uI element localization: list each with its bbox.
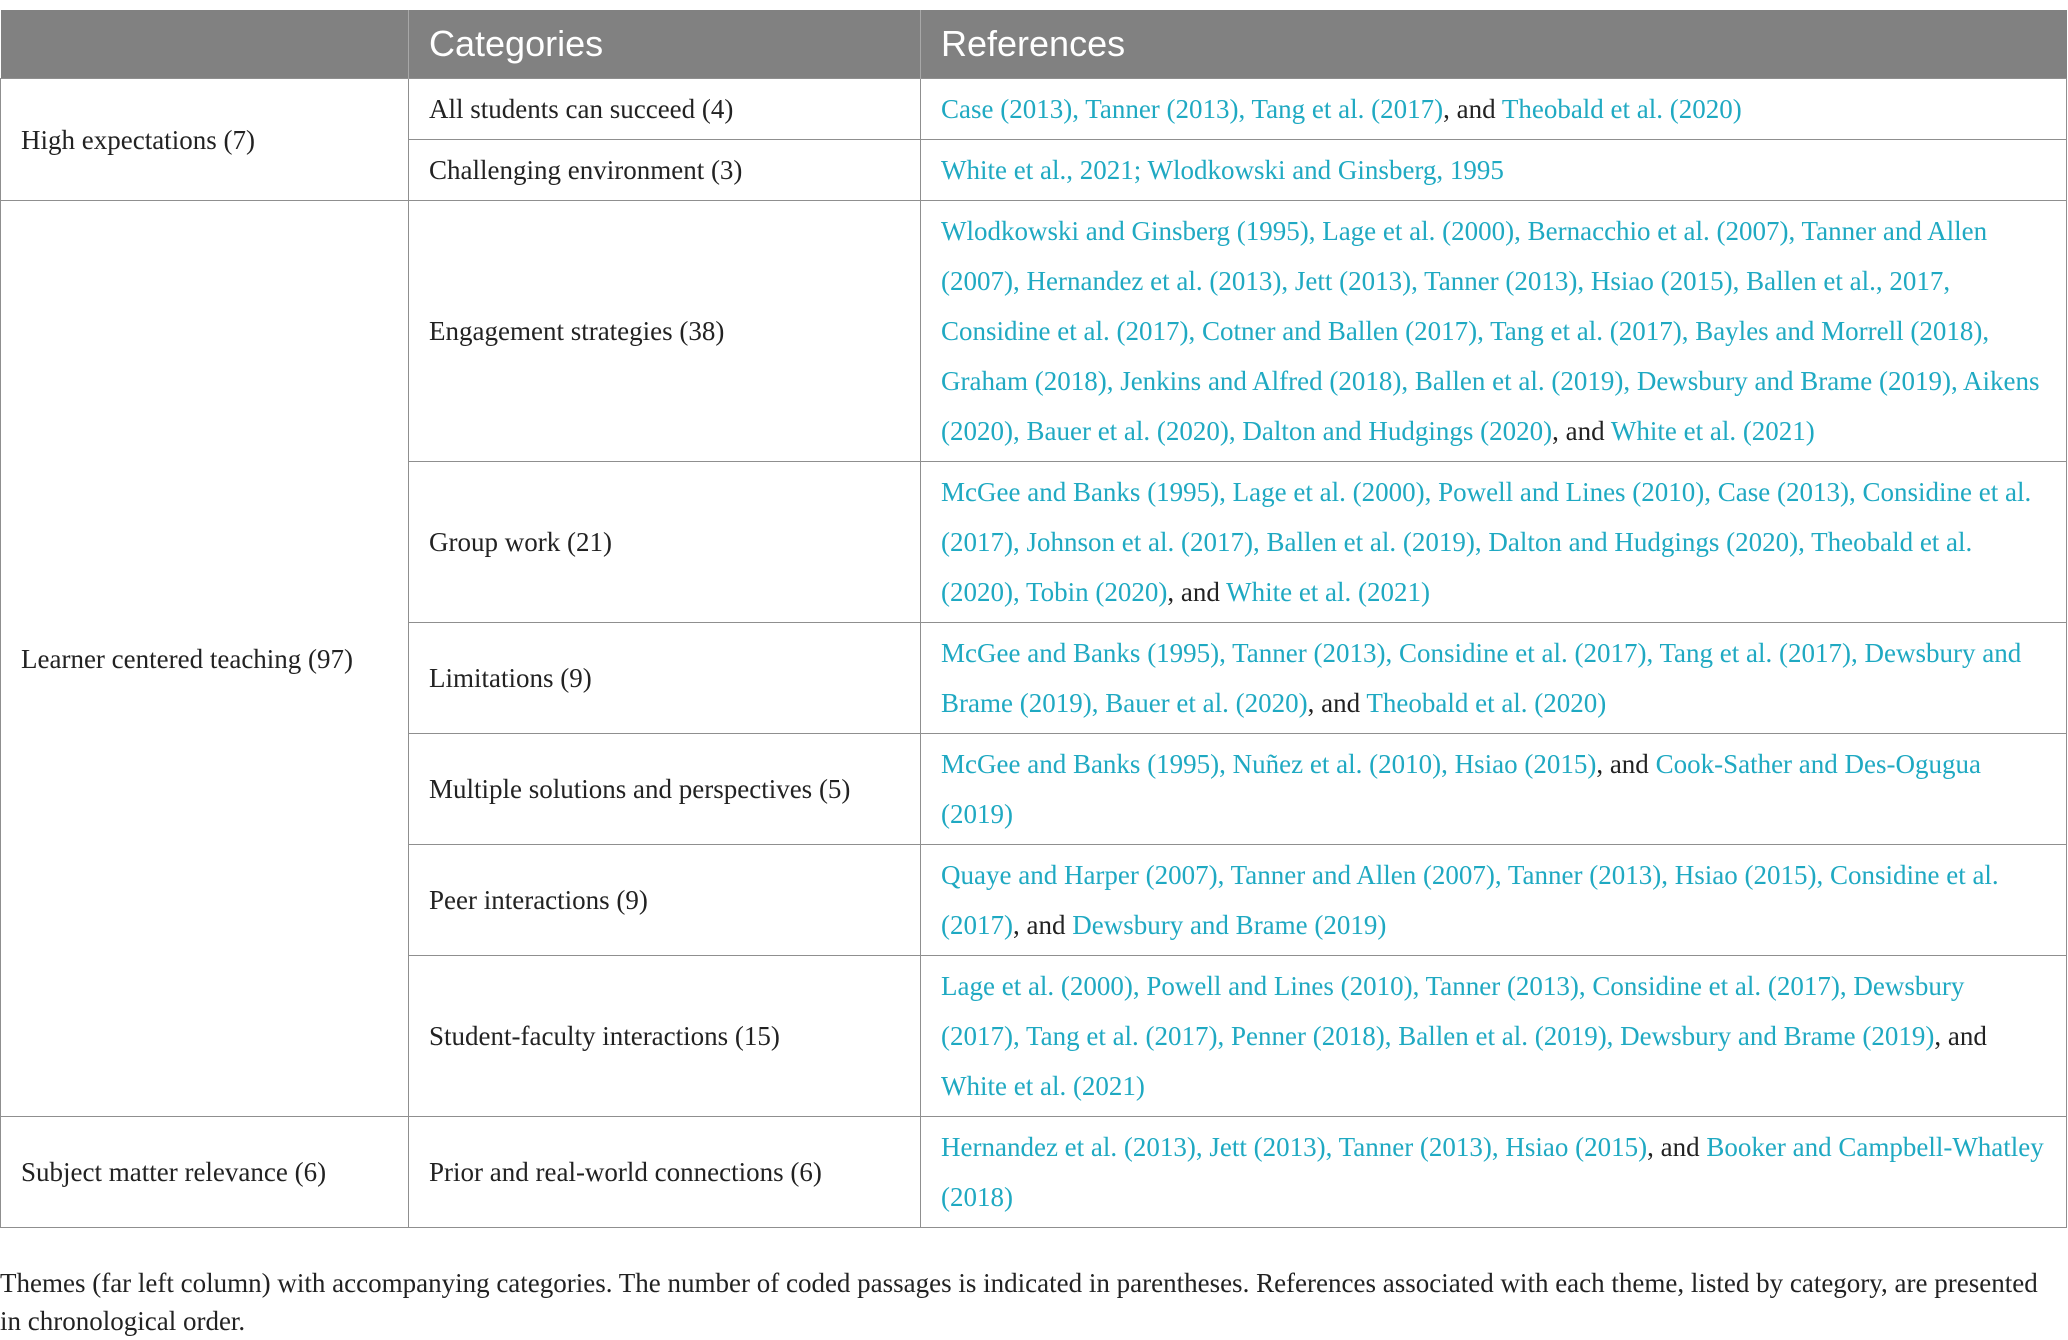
category-cell: Engagement strategies (38)	[409, 201, 921, 462]
reference-link[interactable]: White et al. (2021)	[1610, 416, 1815, 446]
references-cell	[921, 79, 2067, 140]
category-cell: Prior and real-world connections (6)	[409, 1117, 921, 1228]
references-cell	[921, 734, 2067, 845]
reference-link[interactable]: Case (2013), Tanner (2013), Tang et al. (2017)	[941, 94, 1444, 124]
reference-link[interactable]: Wlodkowski and Ginsberg (1995), Lage et al. (2000), Bernacchio et al. (2007), Tanner and Allen (2007), Hernandez et al. (2013), Jett (2013), Tanner (2013), Hsiao (2015), Ballen et al., 2017, Considine et al. (2017), Cotner and Ballen (2017), Tang et al. (2017), Bayles and Morrell (2018), Graham (2018), Jenkins and Alfred (2018), Ballen et al. (2019), Dewsbury and Brame (2019), Aikens (2020), Bauer et al. (2020), Dalton and Hudgings (2020)	[941, 216, 2040, 446]
category-cell: Peer interactions (9)	[409, 845, 921, 956]
reference-link[interactable]: Hernandez et al. (2013), Jett (2013), Tanner (2013), Hsiao (2015)	[941, 1132, 1648, 1162]
reference-conjunction: , and	[1012, 910, 1073, 940]
reference-link[interactable]: Theobald et al. (2020)	[1366, 688, 1607, 718]
reference-link[interactable]: Dewsbury and Brame (2019)	[1072, 910, 1387, 940]
references-cell	[921, 623, 2067, 734]
category-cell: Limitations (9)	[409, 623, 921, 734]
reference-link[interactable]: Booker and Campbell-Whatley (2018)	[941, 1132, 2044, 1212]
reference-link[interactable]: White et al. (2021)	[1226, 577, 1431, 607]
reference-conjunction: , and	[1443, 94, 1502, 124]
header-row	[1, 10, 2067, 79]
reference-conjunction: , and	[1167, 577, 1227, 607]
references-table	[0, 10, 2067, 1228]
table-row	[1, 201, 2067, 462]
reference-link[interactable]: McGee and Banks (1995), Tanner (2013), Considine et al. (2017), Tang et al. (2017), Dewsbury and Brame (2019), Bauer et al. (2020)	[941, 638, 2022, 718]
references-cell	[921, 140, 2067, 201]
header-references: References	[921, 10, 2067, 79]
reference-conjunction: , and	[1934, 1021, 1987, 1051]
reference-link[interactable]: Lage et al. (2000), Powell and Lines (2010), Tanner (2013), Considine et al. (2017), Dewsbury (2017), Tang et al. (2017), Penner (2018), Ballen et al. (2019), Dewsbury and Brame (2019)	[941, 971, 1965, 1051]
references-cell	[921, 1117, 2067, 1228]
category-cell: Student-faculty interactions (15)	[409, 956, 921, 1117]
table-body	[1, 79, 2067, 1228]
theme-cell: Subject matter relevance (6)	[1, 1117, 409, 1228]
reference-conjunction: , and	[1647, 1132, 1707, 1162]
category-cell: All students can succeed (4)	[409, 79, 921, 140]
header-categories: Categories	[409, 10, 921, 79]
theme-cell: High expectations (7)	[1, 79, 409, 201]
references-cell	[921, 201, 2067, 462]
reference-link[interactable]: Theobald et al. (2020)	[1501, 94, 1742, 124]
references-table-container	[0, 10, 2066, 1228]
reference-link[interactable]: Quaye and Harper (2007), Tanner and Allen (2007), Tanner (2013), Hsiao (2015), Considine et al. (2017)	[941, 860, 1999, 940]
reference-link[interactable]: Cook-Sather and Des-Ogugua (2019)	[941, 749, 1981, 829]
table-row	[1, 79, 2067, 140]
table-row	[1, 1117, 2067, 1228]
category-cell: Challenging environment (3)	[409, 140, 921, 201]
category-cell: Multiple solutions and perspectives (5)	[409, 734, 921, 845]
theme-cell: Learner centered teaching (97)	[1, 201, 409, 1117]
reference-link[interactable]: White et al. (2021)	[941, 1071, 1145, 1101]
table-caption: Themes (far left column) with accompanying categories. The number of coded passages is indicated in parentheses. References associated with each theme, listed by category, are presented in chronological order.	[0, 1268, 2038, 1336]
references-cell	[921, 956, 2067, 1117]
reference-conjunction: , and	[1307, 688, 1367, 718]
reference-conjunction: , and	[1596, 749, 1656, 779]
reference-link[interactable]: McGee and Banks (1995), Nuñez et al. (2010), Hsiao (2015)	[941, 749, 1597, 779]
header-theme	[1, 10, 409, 79]
category-cell: Group work (21)	[409, 462, 921, 623]
reference-link[interactable]: McGee and Banks (1995), Lage et al. (2000), Powell and Lines (2010), Case (2013), Considine et al. (2017), Johnson et al. (2017), Ballen et al. (2019), Dalton and Hudgings (2020), Theobald et al. (2020), Tobin (2020)	[941, 477, 2032, 607]
reference-conjunction: , and	[1552, 416, 1611, 446]
table-header	[1, 10, 2067, 79]
references-cell	[921, 845, 2067, 956]
reference-link[interactable]: White et al., 2021; Wlodkowski and Ginsberg, 1995	[941, 155, 1504, 185]
references-cell	[921, 462, 2067, 623]
